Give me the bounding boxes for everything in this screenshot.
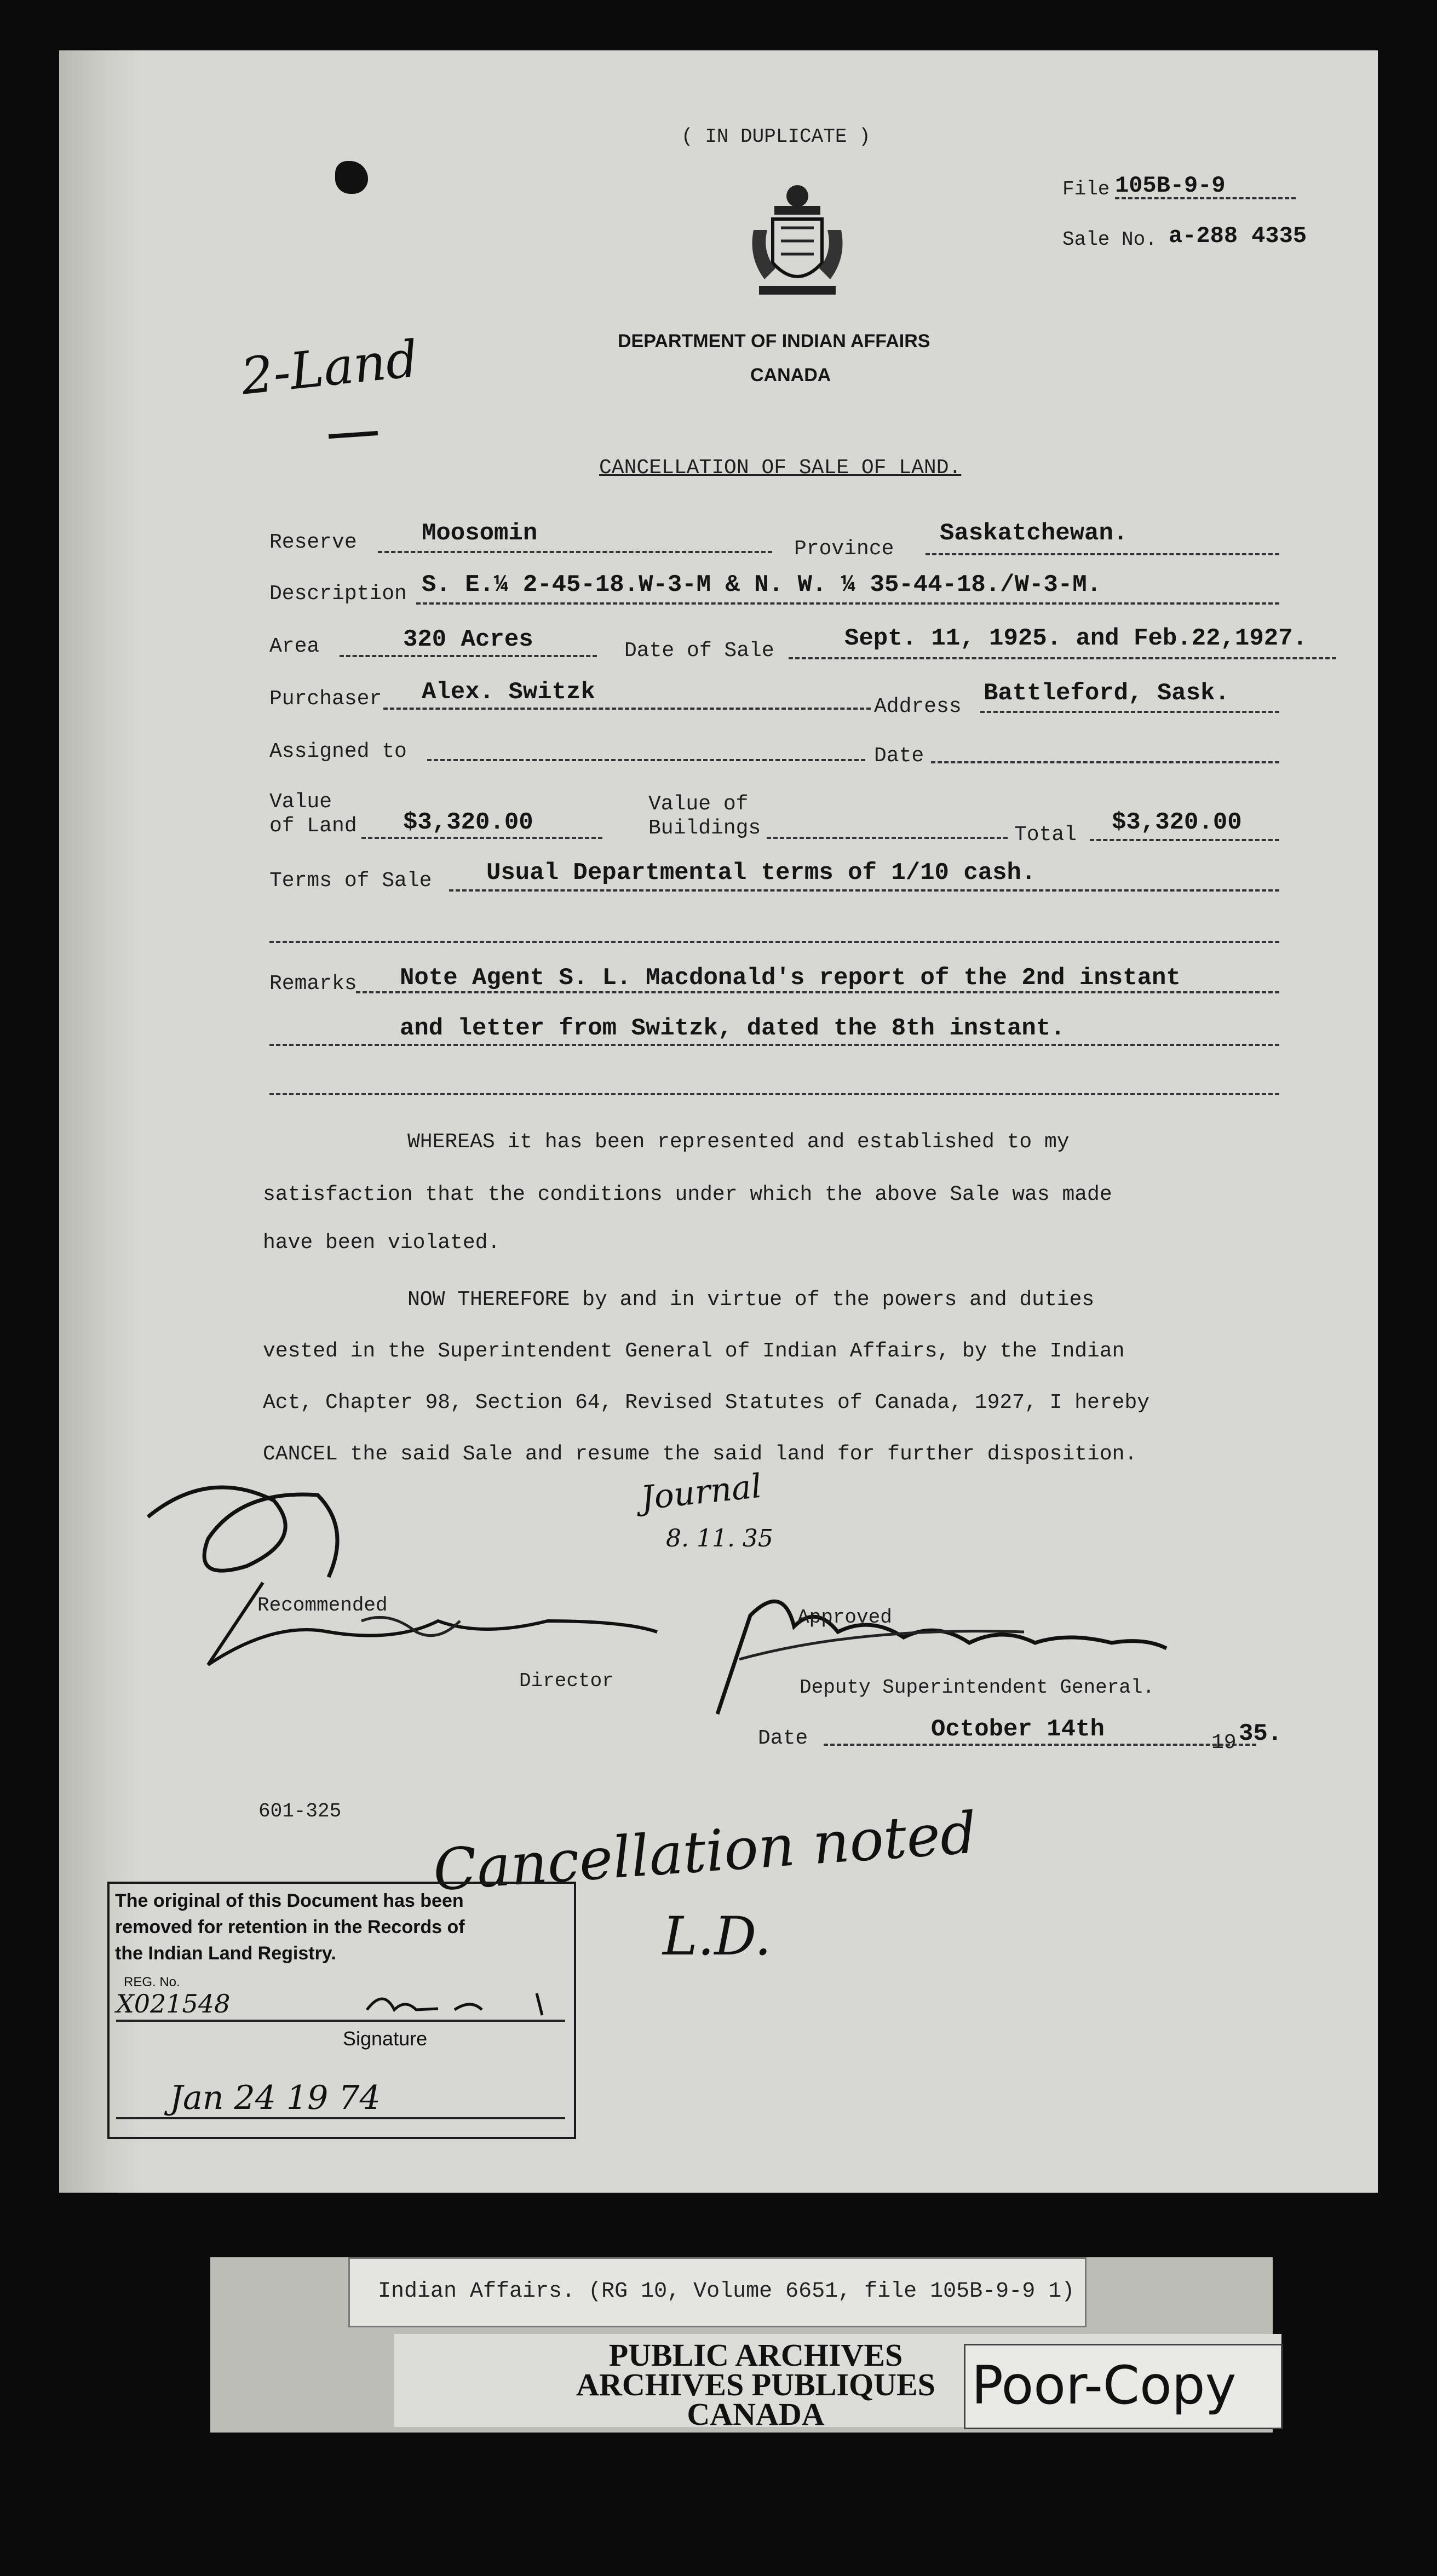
value-of-buildings-label-1: Value of xyxy=(648,792,749,816)
quality-note-text: Poor-Copy xyxy=(972,2355,1237,2416)
whereas-line-3: have been violated. xyxy=(263,1231,501,1255)
approval-date-label: Date xyxy=(758,1727,808,1750)
journal-note: Journal xyxy=(639,1467,764,1518)
terms-of-sale-label: Terms of Sale xyxy=(269,869,432,893)
public-archives-country: CANADA xyxy=(687,2396,825,2432)
handwritten-margin-note: 2-Land xyxy=(238,329,421,406)
reserve-value: Moosomin xyxy=(422,520,538,547)
approval-year-prefix: 19 xyxy=(1211,1731,1237,1755)
purchaser-underline xyxy=(383,708,871,710)
remarks-underline-3 xyxy=(269,1093,1279,1095)
assigned-date-label: Date xyxy=(874,744,924,768)
area-value: 320 Acres xyxy=(403,626,533,653)
therefore-line-3: Act, Chapter 98, Section 64, Revised Statutes of Canada, 1927, I hereby xyxy=(263,1391,1150,1415)
total-value: $3,320.00 xyxy=(1112,809,1242,836)
sale-number: a-288 4335 xyxy=(1169,223,1307,249)
remarks-line-2: and letter from Switzk, dated the 8th instant. xyxy=(400,1015,1065,1042)
reserve-label: Reserve xyxy=(269,531,357,554)
stamp-signature-label: Signature xyxy=(343,2027,428,2050)
sale-no-label: Sale No. xyxy=(1062,228,1157,251)
remarks-line-1: Note Agent S. L. Macdonald's report of the 2nd instant xyxy=(400,964,1181,992)
page-fold-shadow xyxy=(59,50,141,2193)
therefore-line-4: CANCEL the said Sale and resume the said land for further disposition. xyxy=(263,1442,1137,1466)
date-of-sale-value: Sept. 11, 1925. and Feb.22,1927. xyxy=(844,625,1307,652)
journal-date: 8. 11. 35 xyxy=(666,1525,773,1553)
stamp-signature-scribble xyxy=(361,1988,559,2021)
assigned-date-underline xyxy=(931,761,1279,763)
terms-underline xyxy=(449,889,1279,892)
date-of-sale-label: Date of Sale xyxy=(624,639,774,663)
description-label: Description xyxy=(269,582,407,606)
address-value: Battleford, Sask. xyxy=(984,680,1229,707)
approval-year: 35. xyxy=(1239,1720,1283,1747)
approved-label: Approved xyxy=(797,1606,892,1629)
remarks-label: Remarks xyxy=(269,972,357,996)
public-archives-fr: ARCHIVES PUBLIQUES xyxy=(576,2367,935,2402)
file-label: File xyxy=(1062,178,1110,200)
value-of-buildings-label-2: Buildings xyxy=(648,817,761,840)
director-label: Director xyxy=(519,1670,614,1692)
value-of-land-underline xyxy=(361,837,602,839)
file-number: 105B-9-9 xyxy=(1115,173,1226,199)
province-value: Saskatchewan. xyxy=(940,520,1128,547)
value-of-land-label-1: Value xyxy=(269,790,332,814)
total-label: Total xyxy=(1014,823,1077,847)
file-underline xyxy=(1115,197,1296,199)
reference-number: 601-325 xyxy=(258,1800,342,1822)
country-heading: CANADA xyxy=(750,365,831,386)
cancellation-noted-handwriting: Cancellation noted xyxy=(430,1799,979,1904)
whereas-line-2: satisfaction that the conditions under which the above Sale was made xyxy=(263,1183,1112,1206)
department-heading: DEPARTMENT OF INDIAN AFFAIRS xyxy=(618,331,930,352)
therefore-line-1: NOW THEREFORE by and in virtue of the powers and duties xyxy=(407,1288,1095,1312)
total-underline xyxy=(1090,839,1279,841)
whereas-line-1: WHEREAS it has been represented and established to my xyxy=(407,1130,1070,1154)
deputy-superintendent-label: Deputy Superintendent General. xyxy=(800,1676,1155,1699)
stamp-date: Jan 24 19 74 xyxy=(170,2079,381,2117)
document-title: CANCELLATION OF SALE OF LAND. xyxy=(599,456,962,480)
purchaser-label: Purchaser xyxy=(269,687,382,711)
stamp-line-3: the Indian Land Registry. xyxy=(115,1943,336,1964)
stamp-reg-label: REG. No. xyxy=(124,1975,180,1990)
terms-of-sale-value: Usual Departmental terms of 1/10 cash. xyxy=(486,859,1036,887)
area-underline xyxy=(340,655,597,657)
value-of-land-label-2: of Land xyxy=(269,814,357,838)
remarks-underline-2 xyxy=(269,1044,1279,1046)
approval-date-underline xyxy=(824,1744,1256,1746)
public-archives-en: PUBLIC ARCHIVES xyxy=(608,2337,903,2373)
approval-date-value: October 14th xyxy=(931,1716,1105,1743)
coat-of-arms-emblem xyxy=(743,181,852,307)
address-label: Address xyxy=(874,695,962,718)
assigned-to-underline xyxy=(427,759,865,761)
date-of-sale-underline xyxy=(789,657,1336,659)
assigned-to-label: Assigned to xyxy=(269,740,407,763)
stamp-date-line xyxy=(116,2117,565,2119)
province-underline xyxy=(926,553,1279,555)
address-underline xyxy=(980,711,1279,713)
area-label: Area xyxy=(269,635,320,658)
description-value: S. E.¼ 2-45-18.W-3-M & N. W. ¼ 35-44-18./W-3-M. xyxy=(422,571,1102,599)
duplicate-label: ( IN DUPLICATE ) xyxy=(681,125,871,148)
stamp-reg-number: X021548 xyxy=(116,1989,231,2019)
value-of-land-value: $3,320.00 xyxy=(403,809,533,836)
archive-reference-text: Indian Affairs. (RG 10, Volume 6651, file 105B-9-9 1) xyxy=(378,2279,1075,2304)
province-label: Province xyxy=(794,537,894,561)
description-underline xyxy=(416,602,1279,605)
terms-second-line xyxy=(269,941,1279,943)
therefore-line-2: vested in the Superintendent General of Indian Affairs, by the Indian xyxy=(263,1339,1125,1363)
cancellation-initials: L.D. xyxy=(663,1906,772,1967)
value-of-buildings-underline xyxy=(767,837,1008,839)
stamp-line-2: removed for retention in the Records of xyxy=(115,1917,465,1937)
stamp-line-1: The original of this Document has been xyxy=(115,1890,464,1911)
reserve-underline xyxy=(378,551,772,553)
director-signature-scribble xyxy=(131,1457,706,1714)
deputy-signature-scribble xyxy=(695,1550,1188,1730)
purchaser-value: Alex. Switzk xyxy=(422,679,595,706)
recommended-label: Recommended xyxy=(257,1594,388,1617)
